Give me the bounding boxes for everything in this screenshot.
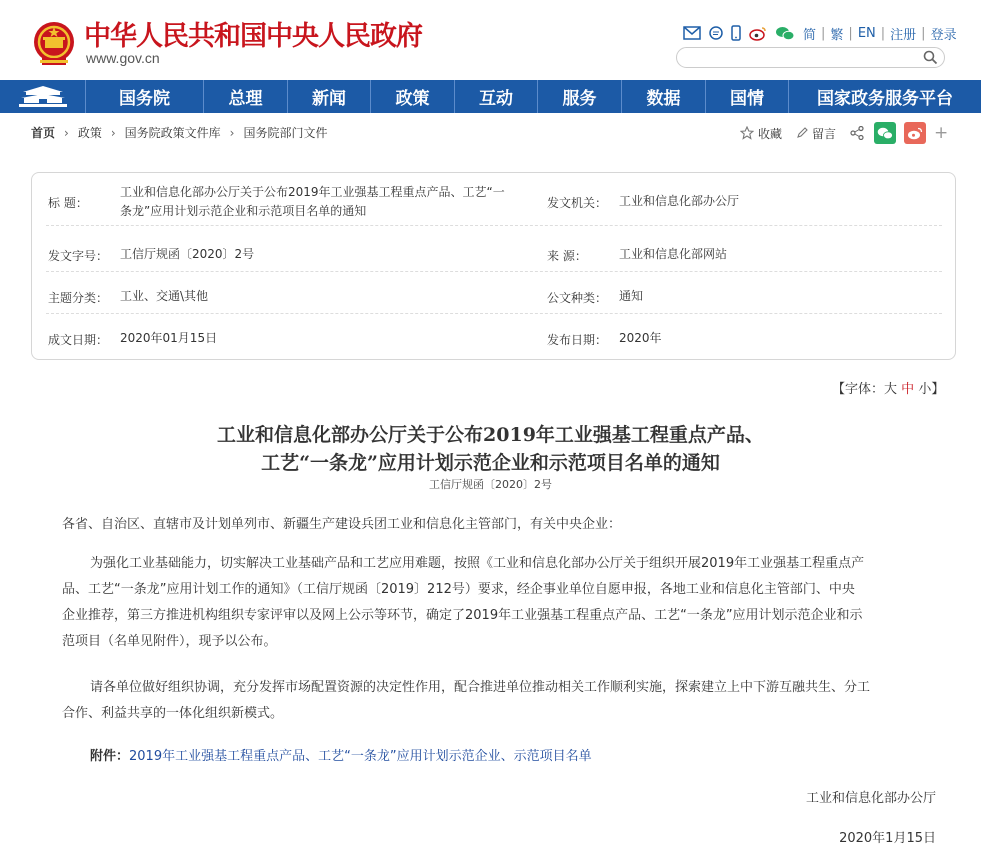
- signature-date: 2020年1月15日: [839, 831, 936, 846]
- chevron-right-icon: ›: [64, 125, 69, 140]
- divider: |: [821, 25, 826, 41]
- site-header: [0, 0, 981, 80]
- wechat-icon[interactable]: [775, 26, 795, 41]
- star-icon: [740, 126, 754, 140]
- nav-item-national-info[interactable]: 国情: [706, 80, 789, 113]
- share-icon: [850, 126, 864, 140]
- font-size-large-button[interactable]: 大: [884, 382, 898, 397]
- lang-english-link[interactable]: EN: [857, 25, 876, 41]
- nav-item-data[interactable]: 数据: [622, 80, 706, 113]
- attachment: [90, 745, 592, 764]
- nav-item-news[interactable]: 新闻: [288, 80, 371, 113]
- paragraph: [62, 551, 942, 655]
- article-doc-number: 工信厅规函〔2020〕2号: [429, 478, 552, 491]
- nav-home[interactable]: [0, 80, 86, 113]
- source-value: 工业和信息化部网站: [619, 247, 728, 261]
- metadata-row: [46, 272, 942, 314]
- main-nav: [0, 80, 981, 113]
- metadata-row: [46, 173, 942, 226]
- breadcrumb-policy[interactable]: 政策: [77, 126, 102, 140]
- article-title-line: 工业和信息化部办公厅关于公布2019年工业强基工程重点产品、: [217, 424, 764, 446]
- weibo-share-button[interactable]: [904, 122, 926, 144]
- wechat-share-button[interactable]: [874, 122, 896, 144]
- share-button[interactable]: [850, 126, 864, 140]
- font-size-prefix: 【字体：: [832, 382, 885, 397]
- more-share-button[interactable]: [934, 123, 949, 143]
- font-size-suffix: 】: [931, 382, 945, 397]
- site-url[interactable]: www.gov.cn: [86, 50, 160, 66]
- favorite-button[interactable]: [740, 125, 782, 142]
- docno-value: 工信厅规函〔2020〕2号: [120, 247, 255, 261]
- publish-date-label: 发布日期：: [547, 333, 608, 347]
- paragraph: [62, 675, 942, 727]
- metadata-row: [46, 314, 942, 360]
- chevron-right-icon: ›: [110, 125, 116, 140]
- top-links: [683, 24, 957, 42]
- breadcrumb: [31, 124, 328, 141]
- nav-item-service[interactable]: 服务: [538, 80, 622, 113]
- title-label: 标 题：: [48, 196, 88, 210]
- paragraph-line: 企业推荐，第三方推进机构组织专家评审以及网上公示等环节，确定了2019年工业强基工程重点产品、工艺“一条龙”应用计划示范企业和示: [62, 608, 863, 623]
- nav-item-policy[interactable]: 政策: [371, 80, 455, 113]
- written-date-label: 成文日期：: [48, 333, 109, 347]
- font-size-small-button[interactable]: 小: [918, 382, 932, 397]
- title-value-line: 条龙”应用计划示范企业和示范项目名单的通知: [120, 204, 367, 218]
- register-link[interactable]: 注册: [890, 27, 917, 43]
- attachment-link[interactable]: 2019年工业强基工程重点产品、工艺“一条龙”应用计划示范企业、示范项目名单: [129, 749, 592, 764]
- comment-button[interactable]: [796, 125, 836, 142]
- message-icon[interactable]: [709, 26, 723, 40]
- title-value: [120, 183, 550, 221]
- topic-value: 工业、交通\其他: [120, 289, 209, 303]
- paragraph-line: 合作、利益共享的一体化组织新模式。: [62, 706, 284, 721]
- metadata-row: [46, 226, 942, 272]
- paragraph-line: 范项目（名单见附件），现予以公布。: [62, 634, 277, 649]
- paragraph-line: 品、工艺“一条龙”应用计划工作的通知》（工信厅规函〔2019〕212号）要求，经企事业单位自愿申报，各地工业和信息化主管部门、中央: [62, 582, 855, 597]
- written-date-value: 2020年01月15日: [120, 331, 218, 345]
- tiananmen-icon: [17, 85, 69, 109]
- salutation: 各省、自治区、直辖市及计划单列市、新疆生产建设兵团工业和信息化主管部门，有关中央企业：: [62, 517, 622, 532]
- breadcrumb-home[interactable]: 首页: [31, 126, 56, 140]
- document-metadata-table: [31, 172, 956, 360]
- share-actions: [740, 122, 948, 144]
- comment-label: 留言: [812, 126, 837, 141]
- divider: |: [880, 25, 886, 41]
- site-title[interactable]: 中华人民共和国中央人民政府: [84, 21, 422, 52]
- font-size-switcher: [832, 378, 944, 397]
- issuer-label: 发文机关：: [547, 196, 608, 210]
- doctype-value: 通知: [619, 289, 644, 303]
- breadcrumb-department-docs[interactable]: 国务院部门文件: [243, 126, 328, 140]
- font-size-medium-button[interactable]: 中: [901, 382, 915, 397]
- divider: |: [921, 25, 926, 41]
- paragraph-line: 请各单位做好组织协调，充分发挥市场配置资源的决定性作用，配合推进单位推动相关工作顺利实施，探索建立上中下游互融共生、分工: [90, 680, 871, 695]
- signature: 工业和信息化部办公厅: [805, 791, 936, 806]
- nav-item-interaction[interactable]: 互动: [455, 80, 538, 113]
- weibo-icon: [907, 127, 923, 140]
- breadcrumb-policy-library[interactable]: 国务院政策文件库: [124, 126, 221, 140]
- pencil-icon: [796, 127, 808, 139]
- source-label: 来 源：: [547, 249, 587, 263]
- search-box[interactable]: [676, 47, 945, 68]
- article-title-line: 工艺“一条龙”应用计划示范企业和示范项目名单的通知: [261, 452, 720, 474]
- docno-label: 发文字号：: [48, 249, 109, 263]
- email-icon[interactable]: [683, 26, 701, 40]
- doctype-label: 公文种类：: [547, 291, 608, 305]
- publish-date-value: 2020年: [619, 331, 662, 345]
- nav-item-state-council[interactable]: 国务院: [86, 80, 204, 113]
- topic-label: 主题分类：: [48, 291, 109, 305]
- search-icon[interactable]: [923, 50, 938, 65]
- attachment-label: 附件：: [90, 749, 130, 764]
- nav-item-gov-service-platform[interactable]: 国家政务服务平台: [817, 89, 953, 109]
- nav-item-premier[interactable]: 总理: [204, 80, 288, 113]
- lang-traditional-link[interactable]: 繁: [830, 27, 844, 43]
- issuer-value: 工业和信息化部办公厅: [619, 194, 740, 208]
- wechat-icon: [877, 127, 893, 140]
- weibo-icon[interactable]: [749, 26, 767, 41]
- divider: |: [848, 25, 853, 41]
- chevron-right-icon: ›: [229, 125, 235, 140]
- title-value-line: 工业和信息化部办公厅关于公布2019年工业强基工程重点产品、工艺“一: [120, 185, 505, 199]
- lang-simplified-link[interactable]: 简: [803, 27, 817, 43]
- mobile-icon[interactable]: [731, 25, 741, 41]
- paragraph-line: 为强化工业基础能力，切实解决工业基础产品和工艺应用难题，按照《工业和信息化部办公厅关于组织开展2019年工业强基工程重点产: [90, 556, 865, 571]
- plus-icon: +: [934, 123, 949, 143]
- national-emblem-icon[interactable]: [32, 20, 76, 68]
- favorite-label: 收藏: [758, 126, 783, 141]
- login-link[interactable]: 登录: [930, 27, 957, 43]
